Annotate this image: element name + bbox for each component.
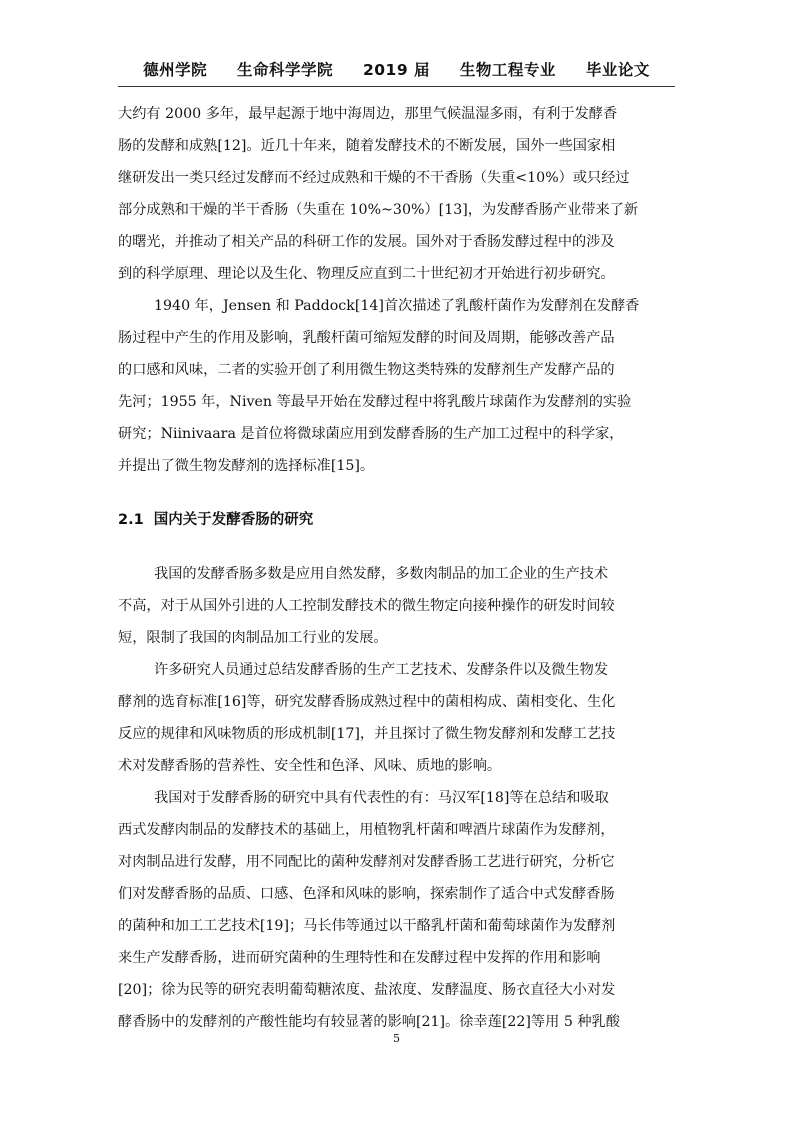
header-major: 生物工程专业 xyxy=(459,61,556,79)
page-number: 5 xyxy=(393,1032,400,1045)
text-line: 我国的发酵香肠多数是应用自然发酵，多数肉制品的加工企业的生产技术 xyxy=(154,566,609,582)
text-line: 大约有 2000 多年，最早起源于地中海周边，那里气候温湿多雨，有利于发酵香 xyxy=(118,106,618,122)
text-line: 对肉制品进行发酵，用不同配比的菌种发酵剂对发酵香肠工艺进行研究，分析它 xyxy=(118,854,615,870)
header-school: 德州学院 xyxy=(143,61,208,79)
text-line: 肠的发酵和成熟[12]。近几十年来，随着发酵技术的不断发展，国外一些国家相 xyxy=(118,138,616,154)
section-number: 2.1 xyxy=(118,512,144,528)
paragraph-4 xyxy=(118,654,675,782)
text-line: 来生产发酵香肠，进而研究菌种的生理特性和在发酵过程中发挥的作用和影响 xyxy=(118,950,601,966)
text-line: 部分成熟和干燥的半干香肠（失重在 10%~30%）[13]，为发酵香肠产业带来了新 xyxy=(118,202,639,218)
running-header xyxy=(0,58,793,80)
header-rule xyxy=(118,86,675,87)
body-text xyxy=(118,98,675,1038)
text-line: 1940 年，Jensen 和 Paddock[14]首次描述了乳酸杆菌作为发酵剂在发酵香 xyxy=(154,298,640,314)
text-line: [20]；徐为民等的研究表明葡萄糖浓度、盐浓度、发酵温度、肠衣直径大小对发 xyxy=(118,982,616,998)
text-line: 的口感和风味，二者的实验开创了利用微生物这类特殊的发酵剂生产发酵产品的 xyxy=(118,362,615,378)
text-line: 许多研究人员通过总结发酵香肠的生产工艺技术、发酵条件以及微生物发 xyxy=(154,662,609,678)
text-line: 们对发酵香肠的品质、口感、色泽和风味的影响，探索制作了适合中式发酵香肠 xyxy=(118,886,615,902)
section-title: 国内关于发酵香肠的研究 xyxy=(153,512,314,528)
text-line: 西式发酵肉制品的发酵技术的基础上，用植物乳杆菌和啤酒片球菌作为发酵剂， xyxy=(118,822,615,838)
text-line: 肠过程中产生的作用及影响，乳酸杆菌可缩短发酵的时间及周期，能够改善产品 xyxy=(118,330,615,346)
section-heading xyxy=(118,504,675,536)
text-line: 先河；1955 年，Niven 等最早开始在发酵过程中将乳酸片球菌作为发酵剂的实验 xyxy=(118,394,632,410)
header-doc-type: 毕业论文 xyxy=(585,61,650,79)
paragraph-2 xyxy=(118,290,675,482)
text-line: 不高，对于从国外引进的人工控制发酵技术的微生物定向接种操作的研发时间较 xyxy=(118,598,615,614)
text-line: 继研发出一类只经过发酵而不经过成熟和干燥的不干香肠（失重<10%）或只经过 xyxy=(118,170,630,186)
text-line: 研究；Niinivaara 是首位将微球菌应用到发酵香肠的生产加工过程中的科学家， xyxy=(118,426,624,442)
paragraph-1 xyxy=(118,98,675,290)
text-line: 我国对于发酵香肠的研究中具有代表性的有：马汉军[18]等在总结和吸取 xyxy=(154,790,609,806)
text-line: 术对发酵香肠的营养性、安全性和色泽、风味、质地的影响。 xyxy=(118,758,502,774)
text-line: 到的科学原理、理论以及生化、物理反应直到二十世纪初才开始进行初步研究。 xyxy=(118,266,615,282)
paragraph-5 xyxy=(118,782,675,1038)
text-line: 短，限制了我国的肉制品加工行业的发展。 xyxy=(118,630,388,646)
text-line: 的曙光，并推动了相关产品的科研工作的发展。国外对于香肠发酵过程中的涉及 xyxy=(118,234,615,250)
text-line: 酵香肠中的发酵剂的产酸性能均有较显著的影响[21]。徐幸莲[22]等用 5 种乳酸 xyxy=(118,1014,620,1030)
header-college: 生命科学学院 xyxy=(237,61,334,79)
text-line: 酵剂的选育标准[16]等，研究发酵香肠成熟过程中的菌相构成、菌相变化、生化 xyxy=(118,694,616,710)
text-line: 的菌种和加工工艺技术[19]；马长伟等通过以干酪乳杆菌和葡萄球菌作为发酵剂 xyxy=(118,918,616,934)
paragraph-3 xyxy=(118,558,675,654)
text-line: 并提出了微生物发酵剂的选择标准[15]。 xyxy=(118,458,375,474)
text-line: 反应的规律和风味物质的形成机制[17]，并且探讨了微生物发酵剂和发酵工艺技 xyxy=(118,726,616,742)
header-year: 2019 届 xyxy=(362,61,431,79)
